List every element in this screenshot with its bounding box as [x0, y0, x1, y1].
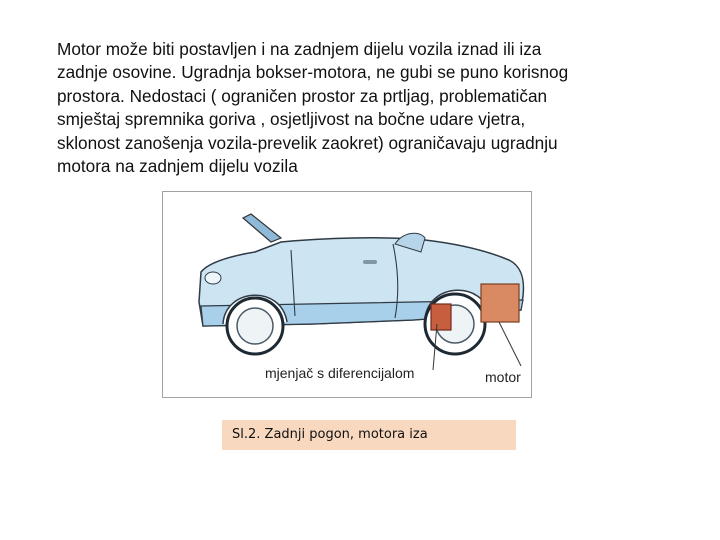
paragraph-line: sklonost zanošenja vozila-prevelik zaokret) ograničavaju ugradnju [57, 132, 558, 153]
paragraph-line: motora na zadnjem dijelu vozila [57, 156, 298, 177]
engine-label: motor [485, 369, 521, 385]
door-handle [363, 260, 377, 264]
car-illustration [163, 192, 531, 397]
body-paragraph [57, 38, 657, 178]
headlight [205, 272, 221, 284]
paragraph-line: Motor može biti postavljen i na zadnjem dijelu vozila iznad ili iza [57, 39, 542, 59]
gearbox-label: mjenjač s diferencijalom [265, 365, 415, 381]
windshield-frame [243, 214, 281, 242]
rear-engine-car-figure [162, 191, 532, 398]
paragraph-line: smještaj spremnika goriva , osjetljivost na bočne udare vjetra, [57, 109, 526, 130]
paragraph-line: zadnje osovine. Ugradnja bokser-motora, ne gubi se puno korisnog [57, 62, 569, 83]
figure-caption: Sl.2. Zadnji pogon, motora iza [222, 420, 516, 450]
engine-block [481, 284, 519, 322]
engine-leader-line [499, 322, 521, 366]
gearbox-block [431, 304, 451, 330]
paragraph-line: prostora. Nedostaci ( ograničen prostor za prtljag, problematičan [57, 85, 548, 106]
front-hub [237, 308, 273, 344]
